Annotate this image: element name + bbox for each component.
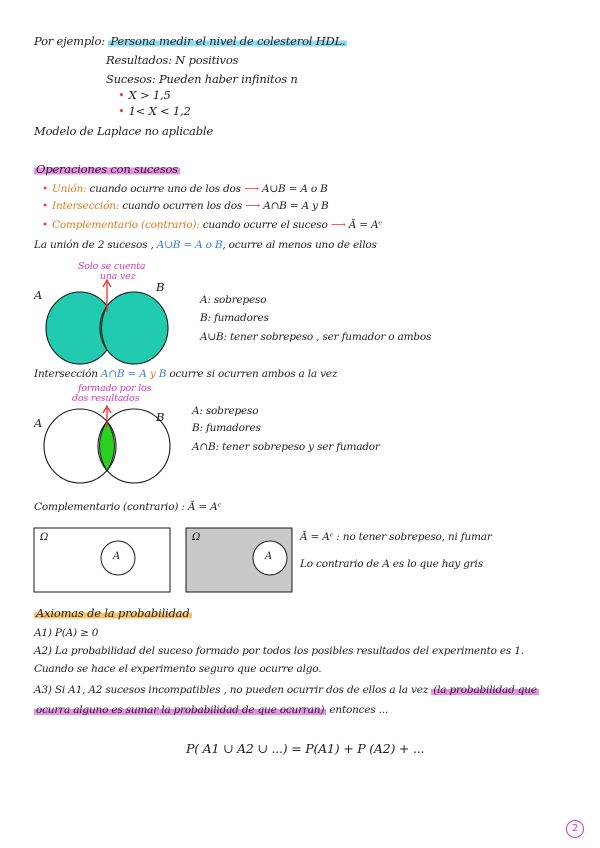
complement-legend-2: Lo contrario de A es lo que hay gris (300, 558, 483, 570)
bullet-icon: • (118, 104, 125, 118)
example-text: Persona medir el nivel de colesterol HDL. (110, 34, 346, 48)
interseccion-def-line: Intersección A∩B = A y B ocurre si ocurren ambos a la vez (34, 368, 338, 380)
venn-union-legend-b: B: fumadores (200, 312, 269, 324)
axioma-a2-line1: A2) La probabilidad del suceso formado por todos los posibles resultados del experimento es 1. (34, 645, 524, 657)
interseccion-line: • Intersección: cuando ocurren los dos ⟶ A∩B = A y B (42, 200, 329, 212)
arrow-right-icon: ⟶ (330, 219, 346, 231)
venn-inter-legend-a: A: sobrepeso (192, 405, 259, 417)
venn-union-annotation: Solo se cuenta una vez (78, 261, 146, 282)
example-item-2: • 1< X < 1,2 (118, 104, 191, 118)
bullet-icon: • (42, 183, 48, 195)
union-def-line: La unión de 2 sucesos , A∪B = A o B, ocurre al menos uno de ellos (34, 239, 377, 251)
example-item-1: • X > 1,5 (118, 88, 171, 102)
complement-legend-1: Ā = Aᶜ : no tener sobrepeso, ni fumar (300, 531, 492, 543)
complement-plain-label-a: A (113, 551, 121, 562)
venn-inter-label-b: B (156, 410, 165, 424)
arrow-right-icon: ⟶ (245, 200, 261, 212)
axioma-a3-line2: ocurra alguno es sumar la probabilidad de que ocurran) entonces ... (36, 704, 389, 716)
complementario-line: • Complementario (contrario): cuando ocurre el suceso ⟶ Ā = Aᶜ (42, 219, 382, 231)
operaciones-title: Operaciones con sucesos (36, 162, 178, 176)
venn-union-set-b (100, 292, 168, 364)
venn-inter-legend-b: B: fumadores (192, 422, 261, 434)
sucesos-line: Sucesos: Pueden haber infinitos n (106, 72, 298, 86)
venn-union-label-b: B (156, 280, 165, 294)
venn-inter-legend-ab: A∩B: tener sobrepeso y ser fumador (192, 441, 380, 453)
axioma-a3-line1: A3) Si A1, A2 sucesos incompatibles , no pueden ocurrir dos de ellos a la vez (la probabilidad que (34, 684, 537, 696)
bullet-icon: • (42, 200, 48, 212)
venn-inter-annotation: formado por los dos resultados (72, 383, 152, 404)
omega-label: Ω (40, 532, 49, 543)
venn-union-legend-ab: A∪B: tener sobrepeso , ser fumador o ambos (200, 331, 432, 343)
complementario-title: Complementario (contrario) : Ā = Aᶜ (34, 501, 221, 513)
union-line: • Unión: cuando ocurre uno de los dos ⟶ A∪B = A o B (42, 183, 328, 195)
omega-label-shaded: Ω (192, 532, 201, 543)
example-label: Por ejemplo: (34, 34, 105, 48)
laplace-line: Modelo de Laplace no aplicable (34, 124, 213, 138)
axioma-a2-line2: Cuando se hace el experimento seguro que ocurre algo. (34, 663, 322, 675)
axiomas-title: Axiomas de la probabilidad (36, 606, 190, 620)
bullet-icon: • (42, 219, 48, 231)
axioma-a1: A1) P(A) ≥ 0 (34, 627, 99, 639)
page-number-badge: 2 (566, 820, 584, 838)
resultados-line: Resultados: N positivos (106, 53, 239, 67)
arrow-right-icon: ⟶ (243, 183, 259, 195)
venn-inter-label-a: A (34, 416, 43, 430)
bullet-icon: • (118, 88, 125, 102)
complement-shaded-label-a: A (265, 551, 273, 562)
venn-union-label-a: A (34, 288, 43, 302)
axioma-a3-formula: P( A1 ∪ A2 ∪ ...) = P(A1) + P (A2) + ... (186, 741, 425, 756)
venn-union-legend-a: A: sobrepeso (200, 294, 267, 306)
